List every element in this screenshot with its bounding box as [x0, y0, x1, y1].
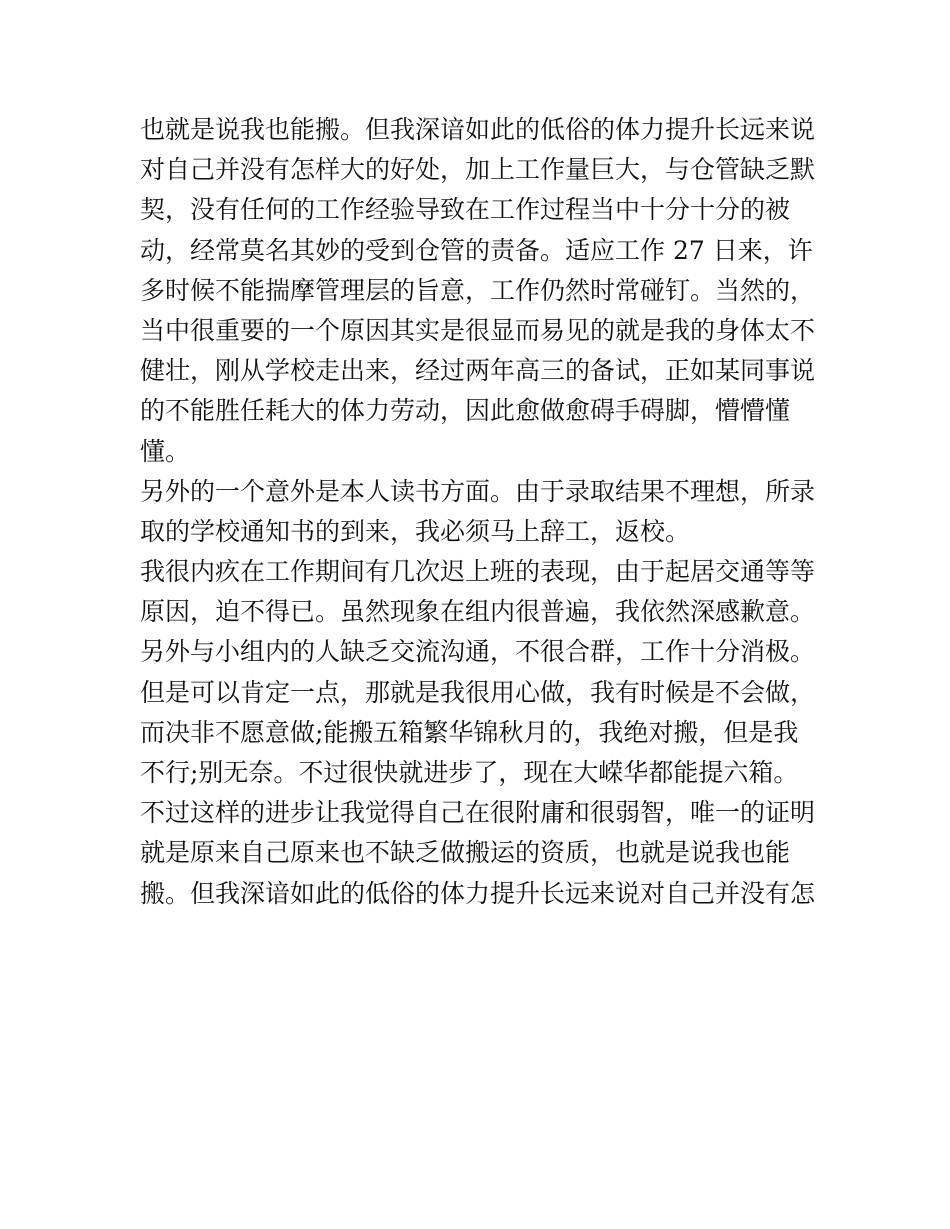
text-line-1: 也就是说我也能搬。但我深谙如此的低俗的体力提升长远来说 [140, 115, 816, 144]
text-line-14: 另外与小组内的人缺乏交流沟通，不很合群，工作十分消极。 [140, 637, 816, 667]
text-line-19: 就是原来自己原来也不缺乏做搬运的资质，也就是说我也能 [140, 838, 791, 868]
text-line-12: 我很内疚在工作期间有几次迟上班的表现，由于起居交通等等 [140, 557, 816, 587]
text-line-11: 取的学校通知书的到来，我必须马上辞工，返校。 [140, 516, 691, 546]
text-line-15: 但是可以肯定一点，那就是我很用心做，我有时候是不会做， [140, 677, 816, 707]
body-text [140, 110, 820, 914]
text-line-9: 懂。 [140, 436, 191, 466]
text-line-18: 不过这样的进步让我觉得自己在很附庸和很弱智，唯一的证明 [140, 798, 816, 828]
text-line-6: 当中很重要的一个原因其实是很显而易见的就是我的身体太不 [140, 315, 816, 345]
text-line-4: 动，经常莫名其妙的受到仓管的责备。适应工作 27 日来，许 [140, 235, 813, 265]
text-line-10: 另外的一个意外是本人读书方面。由于录取结果不理想，所录 [140, 476, 816, 506]
text-line-16: 而决非不愿意做;能搬五箱繁华锦秋月的，我绝对搬，但是我 [140, 717, 799, 747]
text-line-5: 多时候不能揣摩管理层的旨意，工作仍然时常碰钉。当然的， [140, 275, 816, 305]
text-line-17: 不行;别无奈。不过很快就进步了，现在大嵘华都能提六箱。 [140, 758, 799, 787]
text-line-7: 健壮，刚从学校走出来，经过两年高三的备试，正如某同事说 [140, 356, 816, 386]
text-line-3: 契，没有任何的工作经验导致在工作过程当中十分十分的被 [140, 195, 791, 225]
text-line-13: 原因，迫不得已。虽然现象在组内很普遍，我依然深感歉意。 [140, 597, 816, 627]
text-line-20: 搬。但我深谙如此的低俗的体力提升长远来说对自己并没有怎 [140, 878, 816, 908]
text-line-8: 的不能胜任耗大的体力劳动，因此愈做愈碍手碍脚，懵懵懂 [140, 396, 791, 426]
text-line-2: 对自己并没有怎样大的好处，加上工作量巨大，与仓管缺乏默 [140, 155, 816, 185]
